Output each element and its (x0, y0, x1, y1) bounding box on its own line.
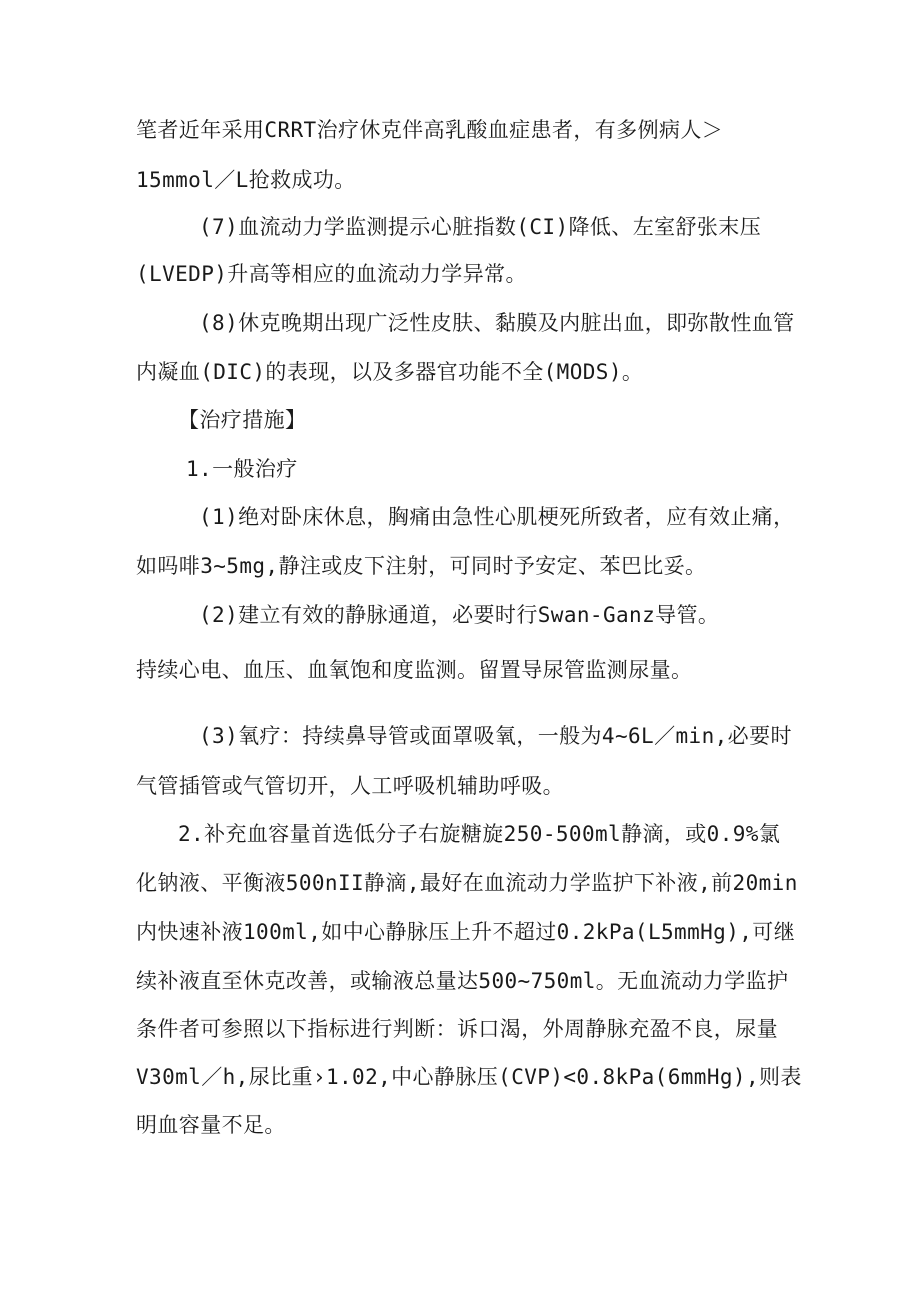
text-line: 条件者可参照以下指标进行判断：诉口渴，外周静脉充盈不良，尿量 (136, 1017, 778, 1041)
text-line: 如吗啡3~5mg,静注或皮下注射，可同时予安定、苯巴比妥。 (136, 554, 707, 578)
text-line: 笔者近年采用CRRT治疗休克伴高乳酸血症患者，有多例病人＞ (136, 118, 724, 142)
text-line: 2.补充血容量首选低分子右旋糖旋250-500ml静滴，或0.9%氯 (178, 822, 781, 846)
text-line: (2)建立有效的静脉通道，必要时行Swan-Ganz导管。 (199, 603, 720, 627)
text-line: 气管插管或气管切开，人工呼吸机辅助呼吸。 (136, 774, 564, 798)
text-line: V30ml／h,尿比重›1.02,中心静脉压(CVP)<0.8kPa(6mmHg),则表 (136, 1065, 802, 1089)
text-line: 化钠液、平衡液500nII静滴,最好在血流动力学监护下补液,前20min (136, 871, 798, 895)
text-line: (LVEDP)升高等相应的血流动力学异常。 (136, 262, 527, 286)
text-line: 续补液直至休克改善，或输液总量达500~750ml。无血流动力学监护 (136, 969, 789, 993)
section-heading: 【治疗措施】 (178, 408, 307, 432)
text-line: (1)绝对卧床休息，胸痛由急性心肌梗死所致者，应有效止痛， (199, 505, 795, 529)
text-line: (8)休克晚期出现广泛性皮肤、黏膜及内脏出血，即弥散性血管 (199, 311, 795, 335)
text-line: 内凝血(DIC)的表现，以及多器官功能不全(MODS)。 (136, 360, 644, 384)
subsection-heading: 1.一般治疗 (186, 457, 298, 481)
text-line: (3)氧疗：持续鼻导管或面罩吸氧，一般为4~6L／min,必要时 (199, 724, 792, 748)
text-line: 明血容量不足。 (136, 1113, 286, 1137)
text-line: 持续心电、血压、血氧饱和度监测。留置导尿管监测尿量。 (136, 658, 693, 682)
text-line: 内快速补液100ml,如中心静脉压上升不超过0.2kPa(L5mmHg),可继 (136, 920, 796, 944)
text-line: 15mmol／L抢救成功。 (136, 168, 356, 192)
text-line: (7)血流动力学监测提示心脏指数(CI)降低、左室舒张末压 (199, 215, 762, 239)
